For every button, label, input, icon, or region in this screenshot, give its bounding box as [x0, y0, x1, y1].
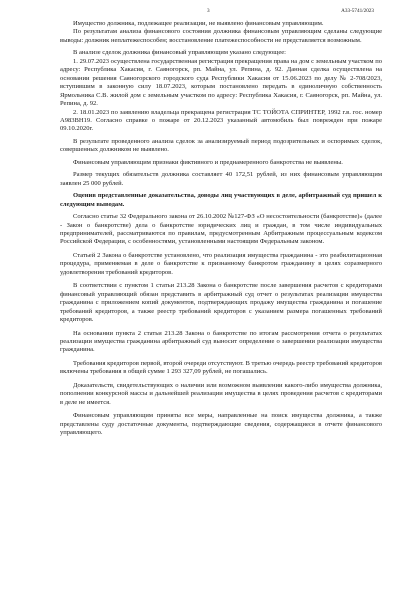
paragraph: По результатам анализа финансового состояния должника финансовым управляющим сделаны следующие выводы: должник неплатежеспособен; восстановление платежеспособности не представляется возможным.	[60, 28, 382, 44]
page-header	[0, 6, 418, 16]
paragraph: В анализе сделок должника финансовый управляющим указано следующее:	[73, 49, 286, 57]
paragraph: Имущество должника, подлежащее реализации, не выявлено финансовым управляющим.	[73, 20, 324, 27]
paragraph: В результате проведенного анализа сделок за анализируемый период подозрительных и оспоримых сделок, совершенных должником не выявлено.	[60, 137, 382, 154]
paragraph: Требования кредиторов первой, второй очереди отсутствуют. В третью очередь реестр требований кредиторов включены требования в общей сумме 1 293 327,09 рублей, не погашались.	[60, 359, 382, 376]
paragraph: Финансовым управляющим приняты все меры, направленные на поиск имущества должника, а также представлены суду достаточные документы, подтверждающие сведения, содержащиеся в отчете финансового управляющего.	[60, 412, 382, 437]
paragraph: 2. 18.01.2023 по заявлению владельца прекращена регистрация ТС ТОЙОТА СПРИНТЕР, 1992 г.в. гос. номер А983ВН19. Согласно справке о пожаре от 20.12.2023 указанный автомобиль был поврежден при пожаре 09.10.2020г.	[60, 108, 382, 133]
document-body	[60, 20, 382, 437]
paragraph: 1. 29.07.2023 осуществлена государственная регистрация прекращения права на дом с земельным участком по адресу: Республика Хакасия, г. Саяногорск, рп. Майна, ул. Репина, д. 92. Данная сделка осуществлена на основании решения Саяногорского городского суда Республики Хакасия от 15.06.2023 по делу № 2-708/2023, вступившим в законную силу 18.07.2023, которым постановлено передать в единоличную собственность Ярмольника С.В. жилой дом с земельным участком по адресу: Республика Хакасия, г. Саяногорск, рп. Майна, ул. Репина, д. 92.	[60, 57, 382, 108]
page-number: 3	[207, 8, 210, 14]
paragraph: На основании пункта 2 статьи 213.28 Закона о банкротстве по итогам рассмотрения отчета о результатах реализации имущества гражданина арбитражный суд выносит определение о завершении реализации имущества гражданина.	[60, 329, 382, 354]
paragraph: Доказательств, свидетельствующих о наличии или возможном выявлении какого-либо имущества должника, пополнении конкурсной массы и дальнейшей реализации имущества в целях проведения расчетов с кредиторами в деле не имеется.	[60, 381, 382, 406]
paragraph: В соответствии с пунктом 1 статьи 213.28 Закона о банкротстве после завершения расчетов с кредиторами финансовый управляющий обязан представить в арбитражный суд отчет о результатах реализации имущества гражданина с приложением копий документов, подтверждающих продажу имущества гражданина и погашение требований кредиторов, а также реестр требований кредиторов с указанием размера погашенных требований кредиторов.	[60, 282, 382, 324]
paragraph: Финансовым управляющим признаки фиктивного и преднамеренного банкротства не выявлены.	[73, 158, 343, 166]
case-number: А33-5741/2023	[341, 8, 374, 14]
paragraph: Статьей 2 Закона о банкротстве установлено, что реализация имущества гражданина - это реабилитационная процедура, применяемая в деле о банкротстве к признанному банкротом гражданину в целях соразмерного удовлетворения требований кредиторов.	[60, 251, 382, 276]
paragraph: Согласно статье 32 Федерального закона от 26.10.2002 №127-ФЗ «О несостоятельности (банкротстве)» (далее - Закон о банкротстве) дела о банкротстве юридических лиц и граждан, в том числе индивидуальных предпринимателей, рассматриваются по правилам, предусмотренным Арбитражным процессуальным кодексом Российской Федерации, с особенностями, установленными настоящим Федеральным законом.	[60, 213, 382, 246]
paragraph: Размер текущих обязательств должника составляет 40 172,51 рублей, из них финансовым управляющим заявлен 25 000 рублей.	[60, 171, 382, 187]
paragraph-conclusion-heading: Оценив представленные доказательства, доводы лиц участвующих в деле, арбитражный суд пришел к следующим выводам.	[60, 192, 382, 208]
